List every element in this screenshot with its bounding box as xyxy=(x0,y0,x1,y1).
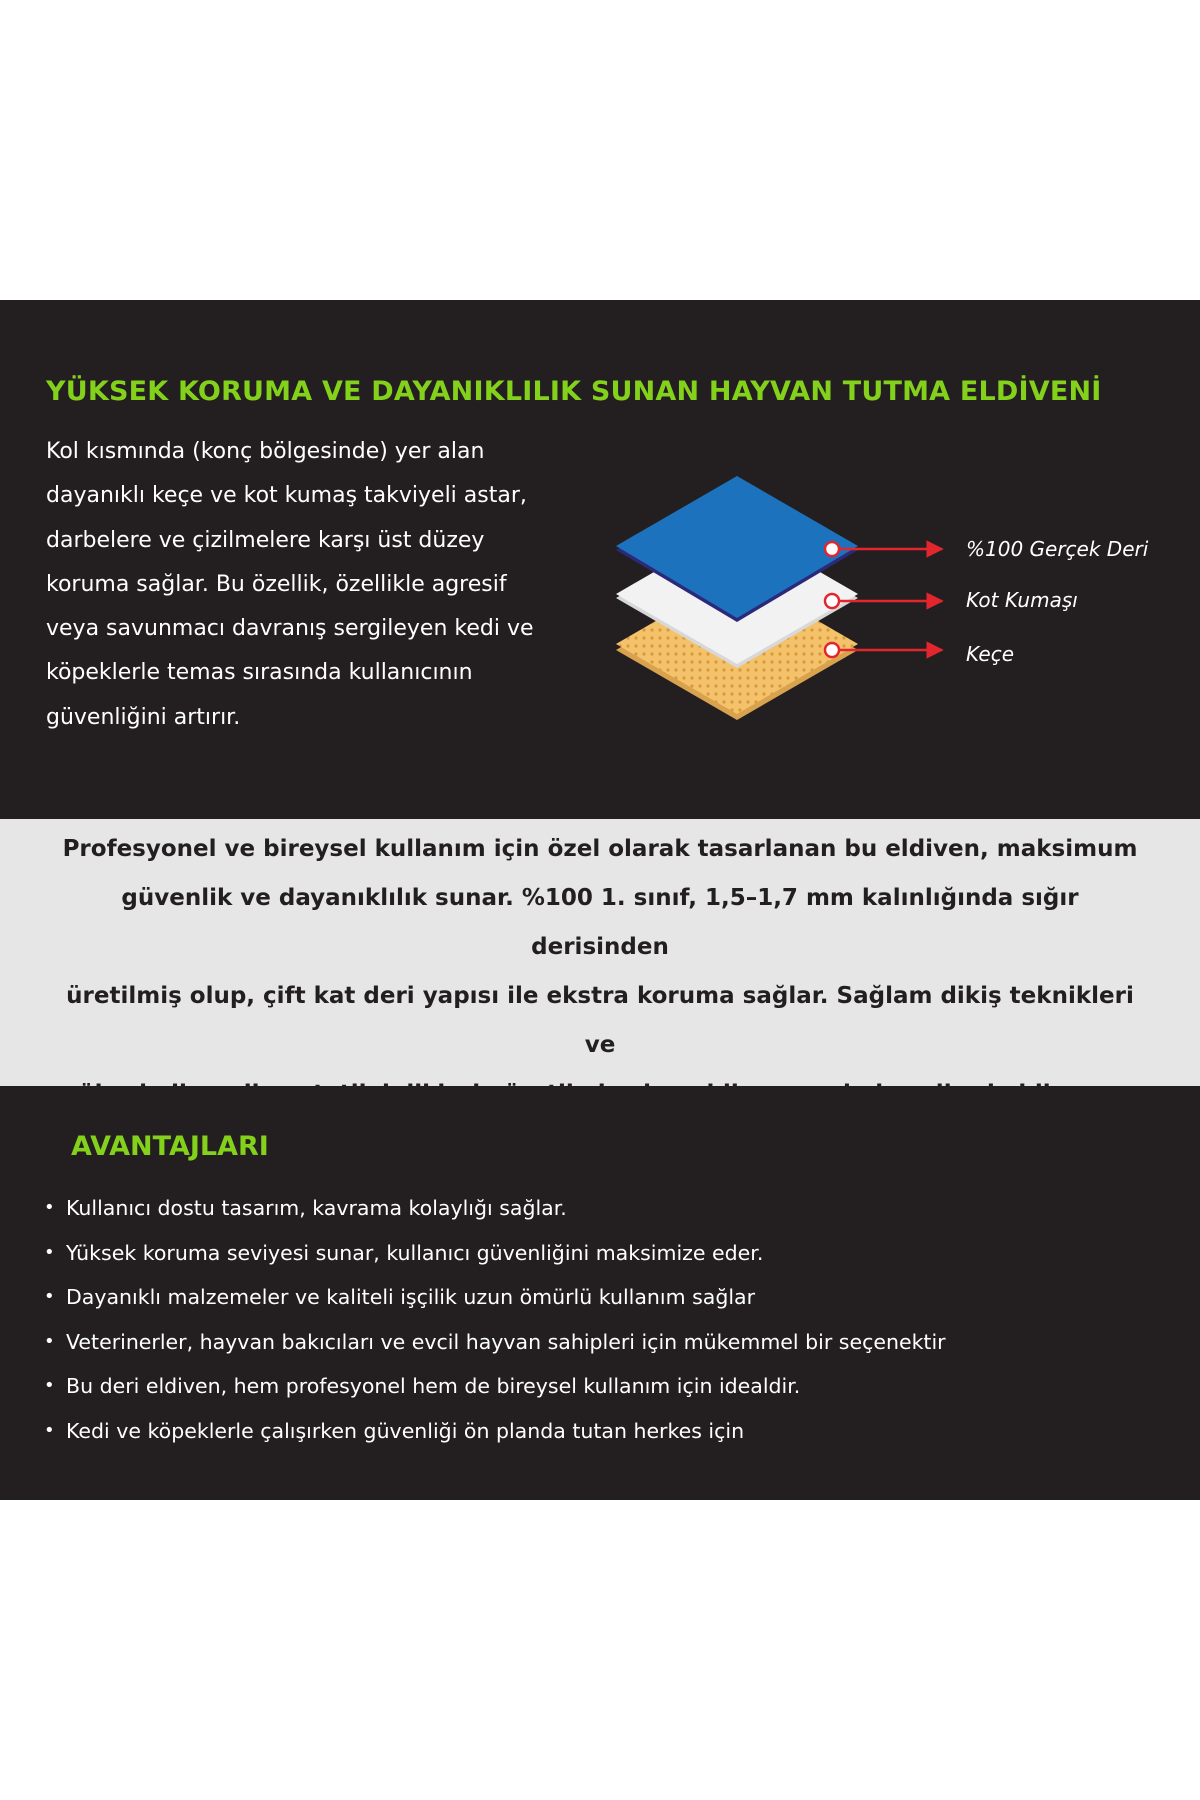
intro-line: darbelere ve çizilmelere karşı üst düzey xyxy=(46,527,485,553)
list-item: • Kedi ve köpeklerle çalışırken güvenliği ön planda tutan herkes için xyxy=(40,1409,1170,1454)
list-item: • Yüksek koruma seviyesi sunar, kullanıcı güvenliğini maksimize eder. xyxy=(40,1231,1170,1276)
intro-paragraph xyxy=(46,430,586,740)
material-layers-diagram xyxy=(600,466,1180,736)
advantages-list xyxy=(40,1186,1170,1453)
felt-label: Keçe xyxy=(966,642,1015,666)
list-item: • Dayanıklı malzemeler ve kaliteli işçilik uzun ömürlü kullanım sağlar xyxy=(40,1275,1170,1320)
intro-line: dayanıklı keçe ve kot kumaş takviyeli astar, xyxy=(46,483,527,509)
advantages-title: AVANTAJLARI xyxy=(71,1131,269,1162)
description-line: güvenlik ve dayanıklılık sunar. %100 1. sınıf, 1,5–1,7 mm kalınlığında sığır derisinden xyxy=(121,885,1079,960)
intro-line: koruma sağlar. Bu özellik, özellikle agresif xyxy=(46,571,507,597)
section-title: YÜKSEK KORUMA VE DAYANIKLILIK SUNAN HAYVAN TUTMA ELDİVENİ xyxy=(46,376,1102,407)
intro-line: Kol kısmında (konç bölgesinde) yer alan xyxy=(46,439,485,464)
intro-line: güvenliğini artırır. xyxy=(46,704,241,730)
intro-line: köpeklerle temas sırasında kullanıcının xyxy=(46,660,473,686)
intro-line: veya savunmacı davranış sergileyen kedi ve xyxy=(46,616,534,642)
list-item: • Veterinerler, hayvan bakıcıları ve evcil hayvan sahipleri için mükemmel bir seçenektir xyxy=(40,1320,1170,1365)
description-line: üretilmiş olup, çift kat deri yapısı ile ekstra koruma sağlar. Sağlam dikiş teknikleri ve xyxy=(66,983,1134,1058)
leather-label: %100 Gerçek Deri xyxy=(966,537,1149,561)
description-line: Profesyonel ve bireysel kullanım için özel olarak tasarlanan bu eldiven, maksimum xyxy=(62,836,1138,862)
denim-label: Kot Kumaşı xyxy=(966,588,1078,612)
list-item: • Bu deri eldiven, hem profesyonel hem de bireysel kullanım için idealdir. xyxy=(40,1364,1170,1409)
list-item: • Kullanıcı dostu tasarım, kavrama kolaylığı sağlar. xyxy=(40,1186,1170,1231)
